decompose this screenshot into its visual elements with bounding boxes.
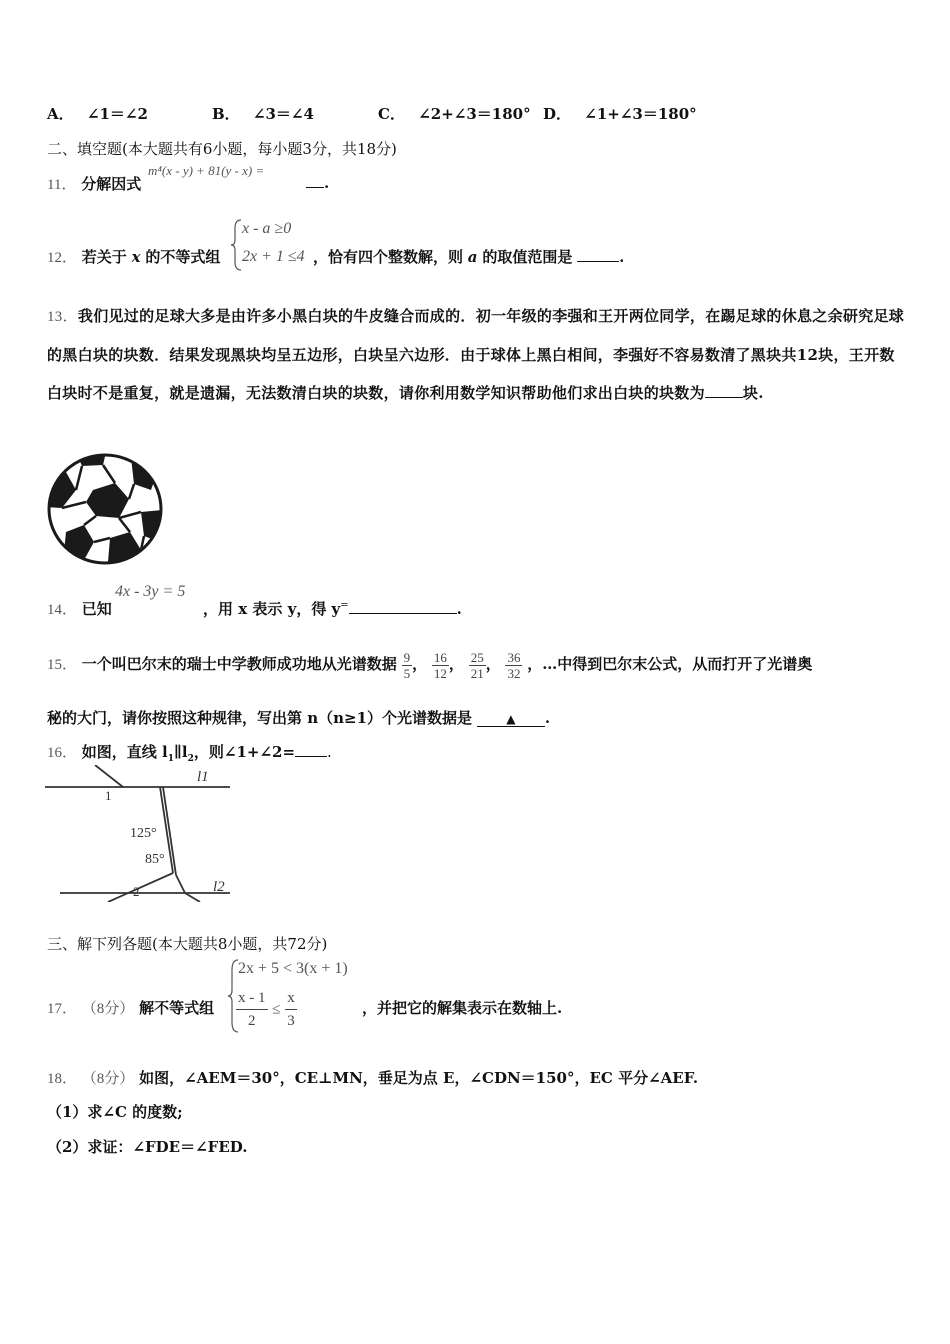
q18-subquestion-1: （1）求∠C 的度数; (47, 1103, 183, 1121)
q11-answer-blank: . (306, 173, 329, 192)
label-angle-2: 2 (133, 884, 140, 899)
q15-fraction-2: $\frac{16}{12}$ (433, 649, 447, 681)
q11-expression: m⁴(x - y) + 81(y - x) = (148, 163, 265, 178)
option-a: A． ∠1＝∠2 (47, 105, 148, 123)
q12-system-line-1: x - a ≥0 (242, 220, 292, 237)
q14-tail: ，用 x 表示 y，得 y= . (203, 600, 462, 618)
question-16: 16． 如图，直线 $l_1\parallel l_2$，则∠1+∠2= . (47, 743, 332, 764)
section-3-title: 三、解下列各题(本大题共8小题，共72分) (47, 935, 328, 953)
option-c: C． ∠2+∠3＝180° (378, 105, 531, 123)
q15-fraction-4: $\frac{36}{32}$ (507, 649, 521, 681)
option-d: D． ∠1+∠3＝180° (543, 105, 697, 123)
option-b: B． ∠3＝∠4 (212, 105, 314, 123)
question-13: 13．我们见过的足球大多是由许多小黑白块的牛皮缝合而成的．初一年级的李强和王开两位同学，在踢足球的休息之余研究足球的黑白块的块数．结果发现黑块均呈五边形，白块呈六边形．由于球体上黑白相间，李强好不容易数清了黑块共12块，王开数白块时不是重复，就是遗漏，无法数清白块的块数，请你利用数学知识帮助他们求出白块的块数为 块. (47, 307, 905, 402)
q15-fraction-3: $\frac{25}{21}$ (470, 649, 484, 681)
label-angle-85: 85° (145, 852, 165, 867)
label-l1: l1 (197, 769, 209, 785)
question-17: 17． （8分） 解不等式组 (47, 999, 215, 1017)
q15-fraction-1: $\frac{9}{5}$ (403, 649, 411, 681)
parallel-lines-figure (45, 765, 230, 902)
q18-subquestion-2: （2）求证：∠FDE＝∠FED. (47, 1138, 248, 1156)
q12-tail: ，恰有四个整数解，则 a 的取值范围是 . (313, 248, 625, 266)
question-14: 14． 已知 (47, 600, 112, 618)
label-l2: l2 (213, 879, 225, 895)
section-2-title: 二、填空题(本大题共有6小题，每小题3分，共18分) (47, 140, 397, 158)
question-15-line-2: 秘的大门，请你按照这种规律，写出第 n（n≥1）个光谱数据是 ▲ . (47, 709, 551, 727)
soccer-ball-icon (46, 452, 164, 566)
question-11: 11． 分解因式 (47, 175, 142, 193)
question-15: 15． 一个叫巴尔末的瑞士中学教师成功地从光谱数据 $\frac{9}{5}$ ， $\frac{16}{12}$ ， $\frac{25}{21}$ ， $\frac{36}{32}$ ，…中得到巴尔末公式，从而打开了光谱奥 (47, 649, 813, 681)
q14-equation: 4x - 3y = 5 (115, 583, 186, 600)
question-18: 18． （8分） 如图，∠AEM＝30°，CE⊥MN，垂足为点 E，∠CDN＝150°，EC 平分∠AEF. (47, 1069, 699, 1087)
q17-system-line-1: 2x + 5 < 3(x + 1) (238, 960, 348, 977)
q17-system-line-2: $\frac{x - 1}{2}$ ≤ $\frac{x}{3}$ (236, 987, 297, 1032)
q17-tail: ，并把它的解集表示在数轴上. (362, 999, 563, 1017)
question-12: 12． 若关于 x 的不等式组 (47, 248, 221, 266)
label-angle-125: 125° (130, 826, 157, 841)
q12-system-line-2: 2x + 1 ≤4 (242, 248, 305, 265)
label-angle-1: 1 (105, 788, 112, 803)
q15-answer-blank: ▲ (477, 712, 545, 727)
